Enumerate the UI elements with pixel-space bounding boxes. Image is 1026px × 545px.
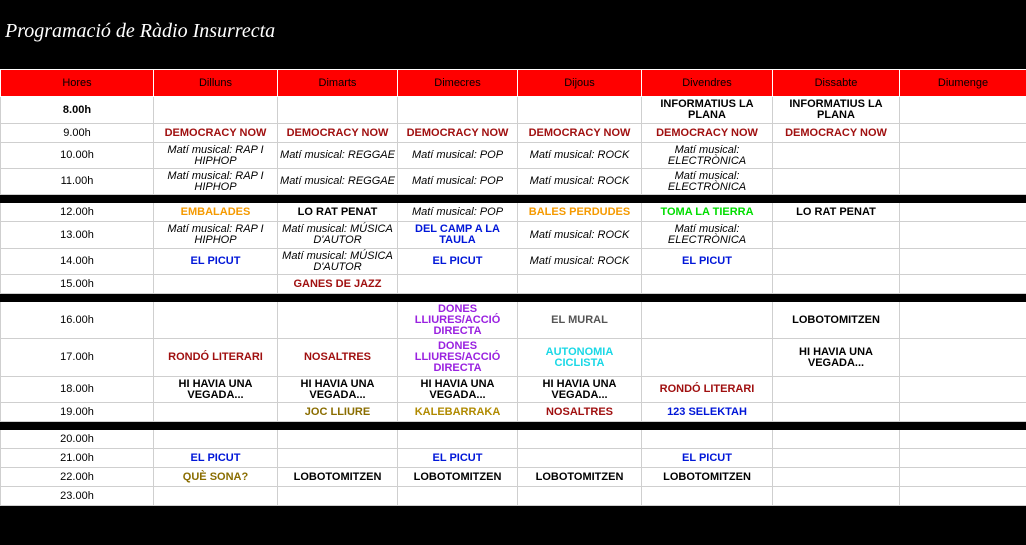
program-cell: HI HAVIA UNA VEGADA... <box>398 377 518 403</box>
program-cell: QUÈ SONA? <box>154 468 278 487</box>
program-cell <box>773 249 900 275</box>
program-cell: Matí musical: POP <box>398 169 518 195</box>
program-cell <box>278 97 398 124</box>
program-cell <box>773 430 900 449</box>
program-cell <box>154 302 278 339</box>
program-cell: EL MURAL <box>518 302 642 339</box>
program-cell <box>278 487 398 506</box>
program-cell: Matí musical: POP <box>398 203 518 222</box>
program-cell: DONES LLIURES/ACCIÓ DIRECTA <box>398 339 518 377</box>
program-cell: AUTONOMIA CICLISTA <box>518 339 642 377</box>
program-cell: DEMOCRACY NOW <box>518 124 642 143</box>
program-cell: LO RAT PENAT <box>278 203 398 222</box>
hour-cell: 13.00h <box>1 222 154 249</box>
table-row <box>1 124 1026 143</box>
schedule-table <box>0 69 1026 506</box>
hour-cell: 17.00h <box>1 339 154 377</box>
program-cell: Matí musical: ROCK <box>518 143 642 169</box>
program-cell <box>900 275 1026 294</box>
program-cell <box>398 275 518 294</box>
program-cell: EL PICUT <box>398 449 518 468</box>
header-row <box>1 70 1026 97</box>
table-row <box>1 339 1026 377</box>
program-cell <box>154 403 278 422</box>
program-cell <box>773 403 900 422</box>
program-cell: HI HAVIA UNA VEGADA... <box>154 377 278 403</box>
program-cell: Matí musical: RAP I HIPHOP <box>154 169 278 195</box>
separator <box>1 294 1026 302</box>
program-cell: EL PICUT <box>642 249 773 275</box>
program-cell: LOBOTOMITZEN <box>773 302 900 339</box>
table-row <box>1 222 1026 249</box>
program-cell <box>398 487 518 506</box>
program-cell <box>642 302 773 339</box>
program-cell <box>900 487 1026 506</box>
program-cell: HI HAVIA UNA VEGADA... <box>278 377 398 403</box>
header-saturday: Dissabte <box>773 70 900 97</box>
separator <box>1 422 1026 430</box>
hour-cell: 16.00h <box>1 302 154 339</box>
program-cell: Matí musical: MÚSICA D'AUTOR <box>278 222 398 249</box>
program-cell: KALEBARRAKA <box>398 403 518 422</box>
program-cell: LOBOTOMITZEN <box>518 468 642 487</box>
program-cell <box>773 449 900 468</box>
program-cell <box>773 169 900 195</box>
program-cell: LO RAT PENAT <box>773 203 900 222</box>
program-cell <box>900 430 1026 449</box>
program-cell <box>900 249 1026 275</box>
program-cell <box>900 143 1026 169</box>
table-row <box>1 468 1026 487</box>
hour-cell: 11.00h <box>1 169 154 195</box>
program-cell: Matí musical: ELECTRÒNICA <box>642 169 773 195</box>
program-cell: Matí musical: ROCK <box>518 249 642 275</box>
program-cell: LOBOTOMITZEN <box>398 468 518 487</box>
program-cell: DEL CAMP A LA TAULA <box>398 222 518 249</box>
program-cell: Matí musical: ELECTRÒNICA <box>642 222 773 249</box>
program-cell <box>900 169 1026 195</box>
program-cell <box>518 487 642 506</box>
program-cell <box>518 449 642 468</box>
program-cell: DEMOCRACY NOW <box>398 124 518 143</box>
hour-cell: 12.00h <box>1 203 154 222</box>
program-cell: EL PICUT <box>154 449 278 468</box>
separator-row <box>1 294 1026 302</box>
program-cell: RONDÓ LITERARI <box>642 377 773 403</box>
program-cell: Matí musical: ROCK <box>518 222 642 249</box>
program-cell: HI HAVIA UNA VEGADA... <box>773 339 900 377</box>
program-cell: Matí musical: ELECTRÒNICA <box>642 143 773 169</box>
program-cell: Matí musical: MÚSICA D'AUTOR <box>278 249 398 275</box>
hour-cell: 18.00h <box>1 377 154 403</box>
program-cell <box>642 430 773 449</box>
header-hours: Hores <box>1 70 154 97</box>
program-cell: DEMOCRACY NOW <box>154 124 278 143</box>
program-cell <box>773 275 900 294</box>
program-cell <box>278 449 398 468</box>
hour-cell: 15.00h <box>1 275 154 294</box>
table-row <box>1 403 1026 422</box>
program-cell <box>900 302 1026 339</box>
program-cell <box>642 339 773 377</box>
hour-cell: 10.00h <box>1 143 154 169</box>
program-cell: Matí musical: POP <box>398 143 518 169</box>
program-cell <box>398 430 518 449</box>
table-row <box>1 487 1026 506</box>
hour-cell: 14.00h <box>1 249 154 275</box>
program-cell <box>900 222 1026 249</box>
program-cell <box>900 403 1026 422</box>
program-cell <box>900 468 1026 487</box>
program-cell: TOMA LA TIERRA <box>642 203 773 222</box>
program-cell <box>900 124 1026 143</box>
program-cell: INFORMATIUS LA PLANA <box>642 97 773 124</box>
header-monday: Dilluns <box>154 70 278 97</box>
hour-cell: 19.00h <box>1 403 154 422</box>
program-cell: NOSALTRES <box>278 339 398 377</box>
program-cell: Matí musical: REGGAE <box>278 169 398 195</box>
header-wednesday: Dimecres <box>398 70 518 97</box>
table-row <box>1 97 1026 124</box>
program-cell <box>154 487 278 506</box>
hour-cell: 20.00h <box>1 430 154 449</box>
program-cell <box>518 97 642 124</box>
hour-cell: 21.00h <box>1 449 154 468</box>
hour-cell: 23.00h <box>1 487 154 506</box>
program-cell <box>900 339 1026 377</box>
program-cell: EMBALADES <box>154 203 278 222</box>
program-cell: JOC LLIURE <box>278 403 398 422</box>
program-cell <box>154 430 278 449</box>
program-cell <box>900 377 1026 403</box>
table-row <box>1 449 1026 468</box>
table-row <box>1 302 1026 339</box>
program-cell <box>154 97 278 124</box>
program-cell <box>278 302 398 339</box>
program-cell <box>900 203 1026 222</box>
separator-row <box>1 422 1026 430</box>
program-cell <box>773 143 900 169</box>
program-cell <box>518 275 642 294</box>
program-cell <box>900 97 1026 124</box>
header-thursday: Dijous <box>518 70 642 97</box>
program-cell: DONES LLIURES/ACCIÓ DIRECTA <box>398 302 518 339</box>
program-cell <box>154 275 278 294</box>
hour-cell: 9.00h <box>1 124 154 143</box>
program-cell: 123 SELEKTAH <box>642 403 773 422</box>
table-row <box>1 143 1026 169</box>
program-cell <box>900 449 1026 468</box>
program-cell: NOSALTRES <box>518 403 642 422</box>
program-cell: DEMOCRACY NOW <box>642 124 773 143</box>
table-row <box>1 249 1026 275</box>
header-friday: Divendres <box>642 70 773 97</box>
program-cell: RONDÓ LITERARI <box>154 339 278 377</box>
table-row <box>1 430 1026 449</box>
program-cell: DEMOCRACY NOW <box>278 124 398 143</box>
program-cell <box>642 487 773 506</box>
program-cell: GANES DE JAZZ <box>278 275 398 294</box>
hour-cell: 22.00h <box>1 468 154 487</box>
program-cell <box>278 430 398 449</box>
program-cell <box>773 468 900 487</box>
program-cell <box>773 487 900 506</box>
header-tuesday: Dimarts <box>278 70 398 97</box>
program-cell: HI HAVIA UNA VEGADA... <box>518 377 642 403</box>
table-row <box>1 275 1026 294</box>
program-cell: BALES PERDUDES <box>518 203 642 222</box>
page-title: Programació de Ràdio Insurrecta <box>5 20 276 42</box>
table-row <box>1 169 1026 195</box>
program-cell: EL PICUT <box>642 449 773 468</box>
table-row <box>1 377 1026 403</box>
table-row <box>1 203 1026 222</box>
program-cell: INFORMATIUS LA PLANA <box>773 97 900 124</box>
program-cell <box>642 275 773 294</box>
program-cell: LOBOTOMITZEN <box>642 468 773 487</box>
program-cell <box>398 97 518 124</box>
program-cell: EL PICUT <box>398 249 518 275</box>
program-cell: LOBOTOMITZEN <box>278 468 398 487</box>
header-sunday: Diumenge <box>900 70 1026 97</box>
hour-cell: 8.00h <box>1 97 154 124</box>
program-cell: Matí musical: REGGAE <box>278 143 398 169</box>
program-cell <box>773 222 900 249</box>
program-cell: Matí musical: RAP I HIPHOP <box>154 222 278 249</box>
program-cell: DEMOCRACY NOW <box>773 124 900 143</box>
program-cell <box>518 430 642 449</box>
separator-row <box>1 195 1026 203</box>
separator <box>1 195 1026 203</box>
program-cell: Matí musical: RAP I HIPHOP <box>154 143 278 169</box>
program-cell <box>773 377 900 403</box>
program-cell: Matí musical: ROCK <box>518 169 642 195</box>
program-cell: EL PICUT <box>154 249 278 275</box>
